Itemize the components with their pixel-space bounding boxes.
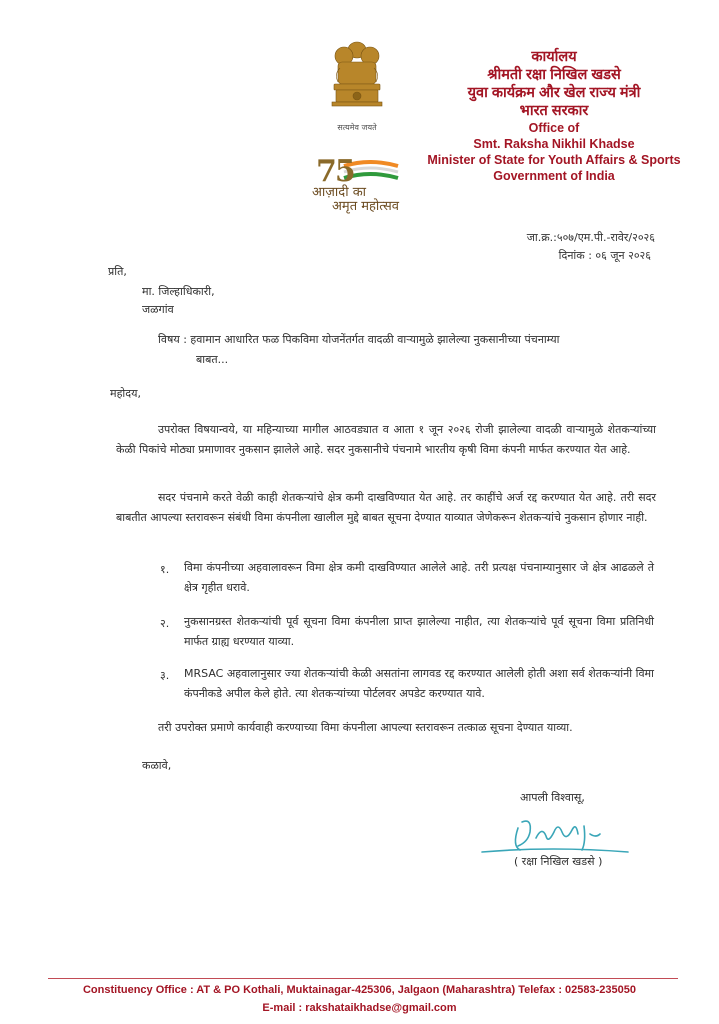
footer-address: Constituency Office : AT & PO Kothali, Muktainagar-425306, Jalgaon (Maharashtra) Telefax : 02583-235050 [82,984,637,996]
letterhead-hi-office: कार्यालय [531,49,577,65]
point-3-number: ३. [160,669,170,682]
akam-line2: अमृत महोत्सव [332,199,400,214]
salutation: महोदय, [110,387,141,400]
reference-number: जा.क्र.:५०७/एम.पी.-रावेर/२०२६ [526,231,655,244]
reference-date: दिनांक : ०६ जून २०२६ [558,249,651,262]
addressee-prefix: प्रति, [108,265,127,278]
point-1-text: विमा कंपनीच्या अहवालावरून विमा क्षेत्र कमी दाखविण्यात आलेले आहे. तरी प्रत्यक्ष पंचनाम्यानुसार जे क्षेत्र आढळले ते क्षेत्र गृहीत धरावे. [184,561,654,594]
letterhead [419,48,689,184]
kalave: कळावे, [142,759,172,772]
paragraph-2: सदर पंचनामे करते वेळी काही शेतकऱ्यांचे क्षेत्र कमी दाखविण्यात येत आहे. तर काहींचे अर्ज रद्द करण्यात येत आहे. तरी सदर बाबतीत आपल्या स्तरावरून संबंधी विमा कंपनीला खालील मुद्दे बाबत सूचना देण्यात याव्यात जेणेकरून शेतकऱ्यांचे नुकसान होणार नाही. [116,491,656,524]
letterhead-en-office: Office of [528,121,580,135]
akam-line1: आज़ादी का [312,185,367,200]
point-3-text: MRSAC अहवालानुसार ज्या शेतकऱ्यांची केळी असतांना लागवड रद्द करण्यात आलेली होती अशा सर्व शेतकऱ्यांनी विमा कंपनीकडे अपील केले होते. त्या शेतकऱ्यांच्या पोर्टलवर अपडेट करण्यात यावे. [184,667,654,700]
footer-divider [48,978,678,979]
signer-name: ( रक्षा निखिल खडसे ) [514,855,603,868]
letterhead-hi-title: युवा कार्यक्रम और खेल राज्य मंत्री [467,85,641,101]
addressee-line1: मा. जिल्हाधिकारी, [142,285,215,298]
point-1-number: १. [160,563,170,576]
subject-line2: बाबत... [196,353,229,366]
letterhead-hi-name: श्रीमती रक्षा निखिल खडसे [487,67,621,83]
footer-email: E-mail : rakshataikhadse@gmail.com [262,1002,457,1014]
akam-number: 75 [316,154,354,189]
emblem-motto: सत्यमेव जयते [337,123,377,132]
subject-line1: विषय : हवामान आधारित फळ पिकविमा योजनेंतर्गत वादळी वाऱ्यामुळे झालेल्या नुकसानीच्या पंचनाम्या [158,333,560,346]
national-emblem-icon [322,38,392,122]
letterhead-en-gov: Government of India [493,169,615,183]
letterhead-en-name: Smt. Raksha Nikhil Khadse [473,137,635,151]
point-2-number: २. [160,617,170,630]
letterhead-en-title: Minister of State for Youth Affairs & Sports [427,153,681,167]
point-2-text: नुकसानग्रस्त शेतकऱ्यांची पूर्व सूचना विमा कंपनीला प्राप्त झालेल्या नाहीत, त्या शेतकऱ्यांचे पूर्व सूचना विमा प्रतिनिधी मार्फत ग्राह्य धरण्यात याव्या. [184,615,654,648]
signoff: आपली विश्वासू, [520,791,585,804]
paragraph-1: उपरोक्त विषयान्वये, या महिन्याच्या मागील आठवड्यात व आता १ जून २०२६ रोजी झालेल्या वादळी वाऱ्यामुळे शेतकऱ्यांच्या केळी पिकांचे मोठ्या प्रमाणावर नुकसान झालेले आहे. सदर नुकसानीचे पंचनामे भारतीय कृषी विमा कंपनी मार्फत करण्यात येत आहे. [116,423,656,456]
closing-paragraph: तरी उपरोक्त प्रमाणे कार्यवाही करण्याच्या विमा कंपनीला आपल्या स्तरावरून तत्काळ सूचना देण्यात याव्या. [158,721,573,734]
addressee-line2: जळगांव [142,303,174,316]
letterhead-hi-gov: भारत सरकार [519,103,589,119]
